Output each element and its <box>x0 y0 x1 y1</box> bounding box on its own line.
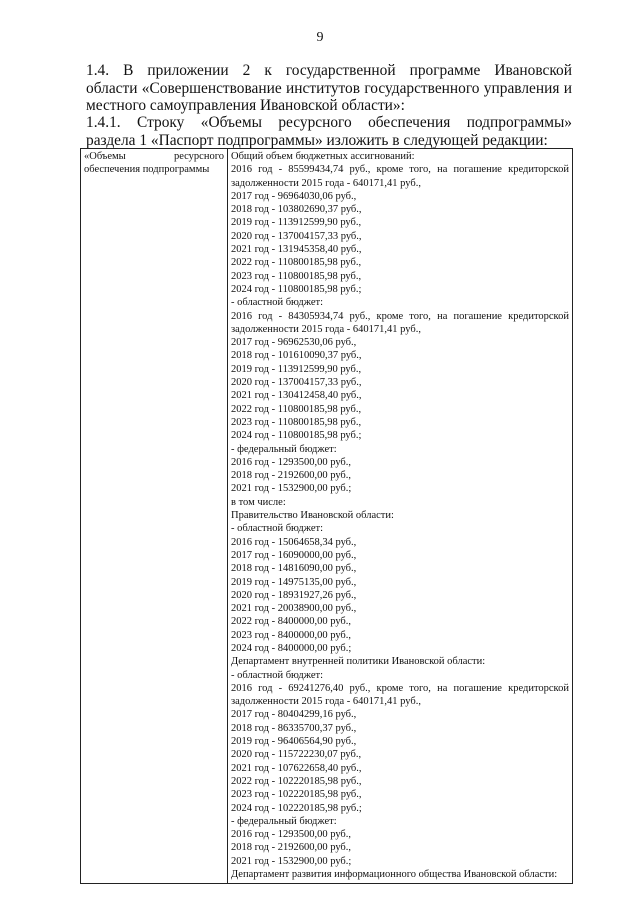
row-label-line: обеспечения подпрограммы <box>84 164 210 175</box>
funding-line: 2016 год - 1293500,00 руб., <box>231 456 352 468</box>
funding-line: 2016 год - 15064658,34 руб., <box>231 536 357 548</box>
funding-line: 2018 год - 2192600,00 руб., <box>231 842 352 854</box>
funding-line: в том числе: <box>231 496 286 508</box>
funding-line: 2017 год - 16090000,00 руб., <box>231 549 357 561</box>
funding-line: 2022 год - 102220185,98 руб., <box>231 775 362 787</box>
funding-line: - федеральный бюджет: <box>231 815 337 827</box>
paragraph-line: местного самоуправления Ивановской области»: <box>86 97 405 114</box>
funding-line: 2021 год - 1532900,00 руб.; <box>231 855 352 867</box>
funding-line: - областной бюджет: <box>231 669 323 681</box>
funding-line: 2019 год - 96406564,90 руб., <box>231 736 357 748</box>
funding-line: 2018 год - 103802690,37 руб., <box>231 204 362 216</box>
funding-line: 2017 год - 96964030,06 руб., <box>231 190 357 202</box>
funding-line: 2018 год - 101610090,37 руб., <box>231 350 362 362</box>
funding-line: 2017 год - 80404299,16 руб., <box>231 709 357 721</box>
funding-line: - федеральный бюджет: <box>231 443 337 455</box>
funding-line: 2022 год - 110800185,98 руб., <box>231 403 362 415</box>
table-row <box>81 149 573 884</box>
row-label-line: «Объемы ресурсного <box>84 151 224 162</box>
funding-line: 2018 год - 2192600,00 руб., <box>231 470 352 482</box>
funding-line: 2021 год - 107622658,40 руб., <box>231 762 362 774</box>
funding-line: 2017 год - 96962530,06 руб., <box>231 337 357 349</box>
funding-line: 2022 год - 8400000,00 руб., <box>231 616 352 628</box>
funding-line: 2016 год - 84305934,74 руб., кроме того, на погашение кредиторской <box>231 310 569 322</box>
funding-line: задолженности 2015 года - 640171,41 руб., <box>231 323 421 335</box>
funding-line: 2022 год - 110800185,98 руб., <box>231 257 362 269</box>
funding-line: 2024 год - 110800185,98 руб.; <box>231 430 362 442</box>
paragraph-line: области «Совершенствование институтов государственного управления и <box>86 79 572 97</box>
funding-line: 2020 год - 18931927,26 руб., <box>231 589 357 601</box>
paragraph-line: раздела 1 «Паспорт подпрограммы» изложить в следующей редакции: <box>86 131 548 149</box>
funding-line: 2016 год - 1293500,00 руб., <box>231 829 352 841</box>
funding-line: 2023 год - 110800185,98 руб., <box>231 270 362 282</box>
funding-line: 2019 год - 113912599,90 руб., <box>231 363 362 375</box>
funding-line: задолженности 2015 года - 640171,41 руб., <box>231 177 421 189</box>
row-label-cell <box>81 149 228 884</box>
funding-line: 2021 год - 1532900,00 руб.; <box>231 483 352 495</box>
funding-line: - областной бюджет: <box>231 297 323 309</box>
funding-line: 2021 год - 130412458,40 руб., <box>231 390 362 402</box>
funding-line: 2021 год - 20038900,00 руб., <box>231 603 357 615</box>
funding-line: 2020 год - 137004157,33 руб., <box>231 230 362 242</box>
funding-line: задолженности 2015 года - 640171,41 руб., <box>231 696 421 708</box>
funding-line: 2023 год - 8400000,00 руб., <box>231 629 352 641</box>
funding-line: 2019 год - 14975135,00 руб., <box>231 576 357 588</box>
funding-line: 2016 год - 85599434,74 руб., кроме того, на погашение кредиторской <box>231 164 569 176</box>
page-number: 9 <box>316 30 324 45</box>
funding-line: 2023 год - 102220185,98 руб., <box>231 789 362 801</box>
funding-line: 2018 год - 14816090,00 руб., <box>231 563 357 575</box>
funding-line: 2018 год - 86335700,37 руб., <box>231 722 357 734</box>
funding-line: 2020 год - 115722230,07 руб., <box>231 749 362 761</box>
passport-table <box>80 148 573 884</box>
funding-line: Общий объем бюджетных ассигнований: <box>231 151 415 162</box>
funding-line: 2020 год - 137004157,33 руб., <box>231 377 362 389</box>
funding-line: 2024 год - 8400000,00 руб.; <box>231 642 352 654</box>
funding-line: - областной бюджет: <box>231 523 323 535</box>
paragraph-line: 1.4.1. Строку «Объемы ресурсного обеспечения подпрограммы» <box>86 114 572 131</box>
funding-line: 2021 год - 131945358,40 руб., <box>231 244 362 256</box>
funding-line: Департамент внутренней политики Ивановской области: <box>231 656 486 668</box>
funding-line: 2024 год - 110800185,98 руб.; <box>231 283 362 295</box>
row-content-cell <box>228 149 573 884</box>
funding-line: 2024 год - 102220185,98 руб.; <box>231 802 362 814</box>
funding-line: 2019 год - 113912599,90 руб., <box>231 217 362 229</box>
funding-line: 2016 год - 69241276,40 руб., кроме того, на погашение кредиторской <box>231 682 569 694</box>
funding-line: Правительство Ивановской области: <box>231 510 394 522</box>
funding-line: 2023 год - 110800185,98 руб., <box>231 416 362 428</box>
paragraph-amendment-intro <box>86 62 572 115</box>
funding-line: Департамент развития информационного общества Ивановской области: <box>231 869 558 881</box>
paragraph-line: 1.4. В приложении 2 к государственной программе Ивановской <box>86 62 572 79</box>
paragraph-row-replacement <box>86 114 572 149</box>
